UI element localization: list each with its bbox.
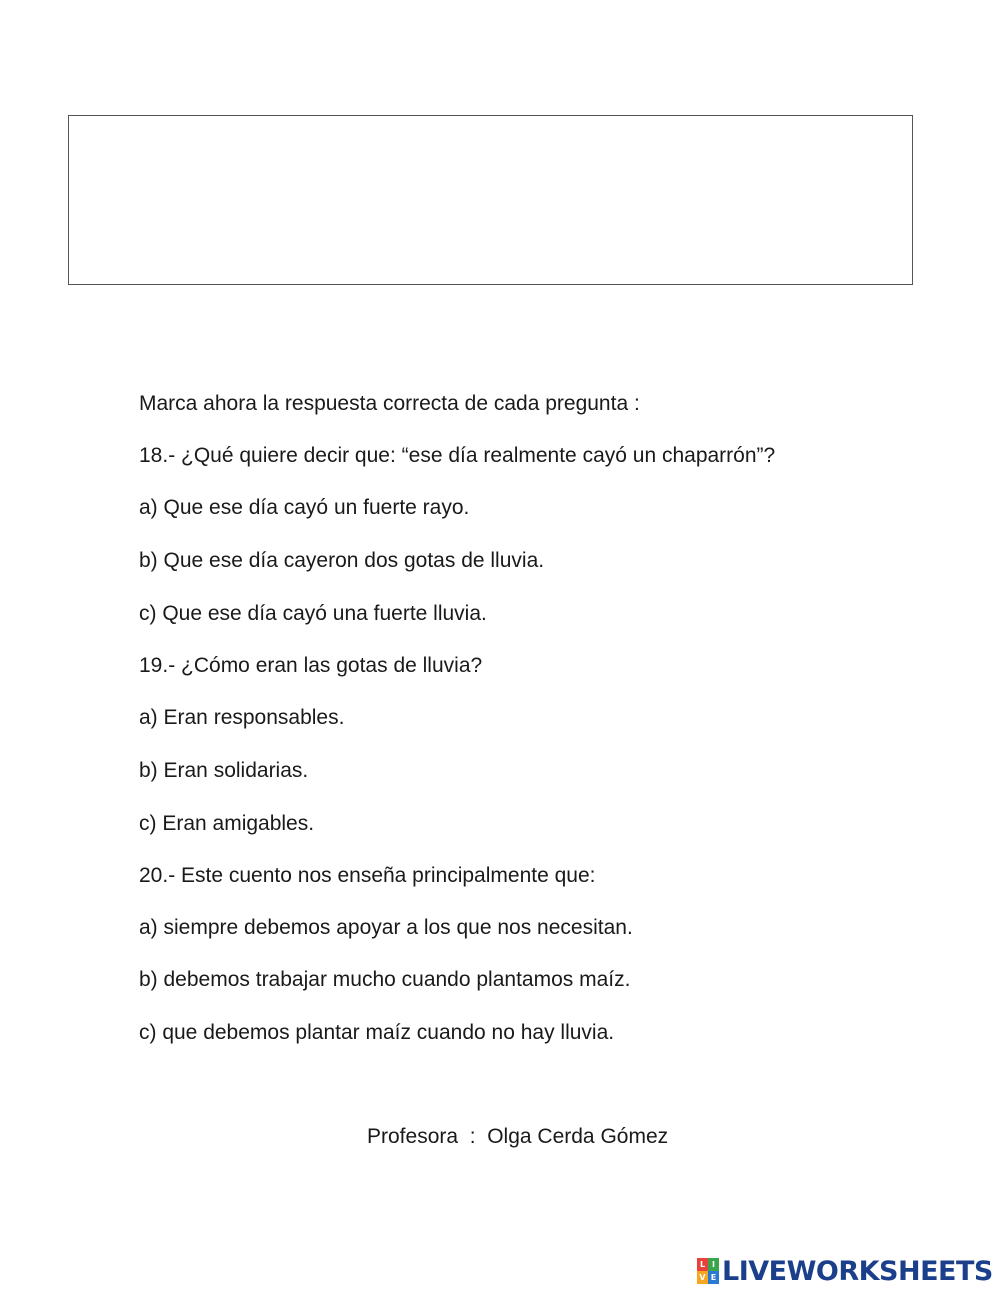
brand-name: LIVEWORKSHEETS	[722, 1255, 993, 1287]
question-19-prompt: 19.- ¿Cómo eran las gotas de lluvia?	[139, 654, 483, 677]
question-20-prompt: 20.- Este cuento nos enseña principalmente que:	[139, 864, 596, 887]
logo-letter-v: V	[697, 1271, 708, 1284]
teacher-signature: Profesora : Olga Cerda Gómez	[367, 1125, 669, 1148]
question-18-option-a: a) Que ese día cayó un fuerte rayo.	[139, 496, 470, 519]
liveworksheets-logo-icon	[697, 1258, 719, 1284]
question-20-option-b: b) debemos trabajar mucho cuando plantamos maíz.	[139, 968, 631, 991]
answer-box	[68, 115, 913, 285]
logo-letter-e: E	[708, 1271, 719, 1284]
question-18-prompt: 18.- ¿Qué quiere decir que: “ese día realmente cayó un chaparrón”?	[139, 444, 776, 467]
question-18-option-b: b) Que ese día cayeron dos gotas de lluvia.	[139, 549, 545, 572]
instructions-text: Marca ahora la respuesta correcta de cada pregunta :	[139, 392, 640, 415]
question-19-option-c: c) Eran amigables.	[139, 812, 315, 835]
question-19-option-a: a) Eran responsables.	[139, 706, 345, 729]
logo-letter-i: I	[708, 1258, 719, 1271]
question-20-option-c: c) que debemos plantar maíz cuando no hay lluvia.	[139, 1021, 615, 1044]
question-20-option-a: a) siempre debemos apoyar a los que nos necesitan.	[139, 916, 633, 939]
logo-letter-l: L	[697, 1258, 708, 1271]
liveworksheets-brand	[697, 1254, 993, 1288]
question-19-option-b: b) Eran solidarias.	[139, 759, 309, 782]
question-18-option-c: c) Que ese día cayó una fuerte lluvia.	[139, 602, 487, 625]
